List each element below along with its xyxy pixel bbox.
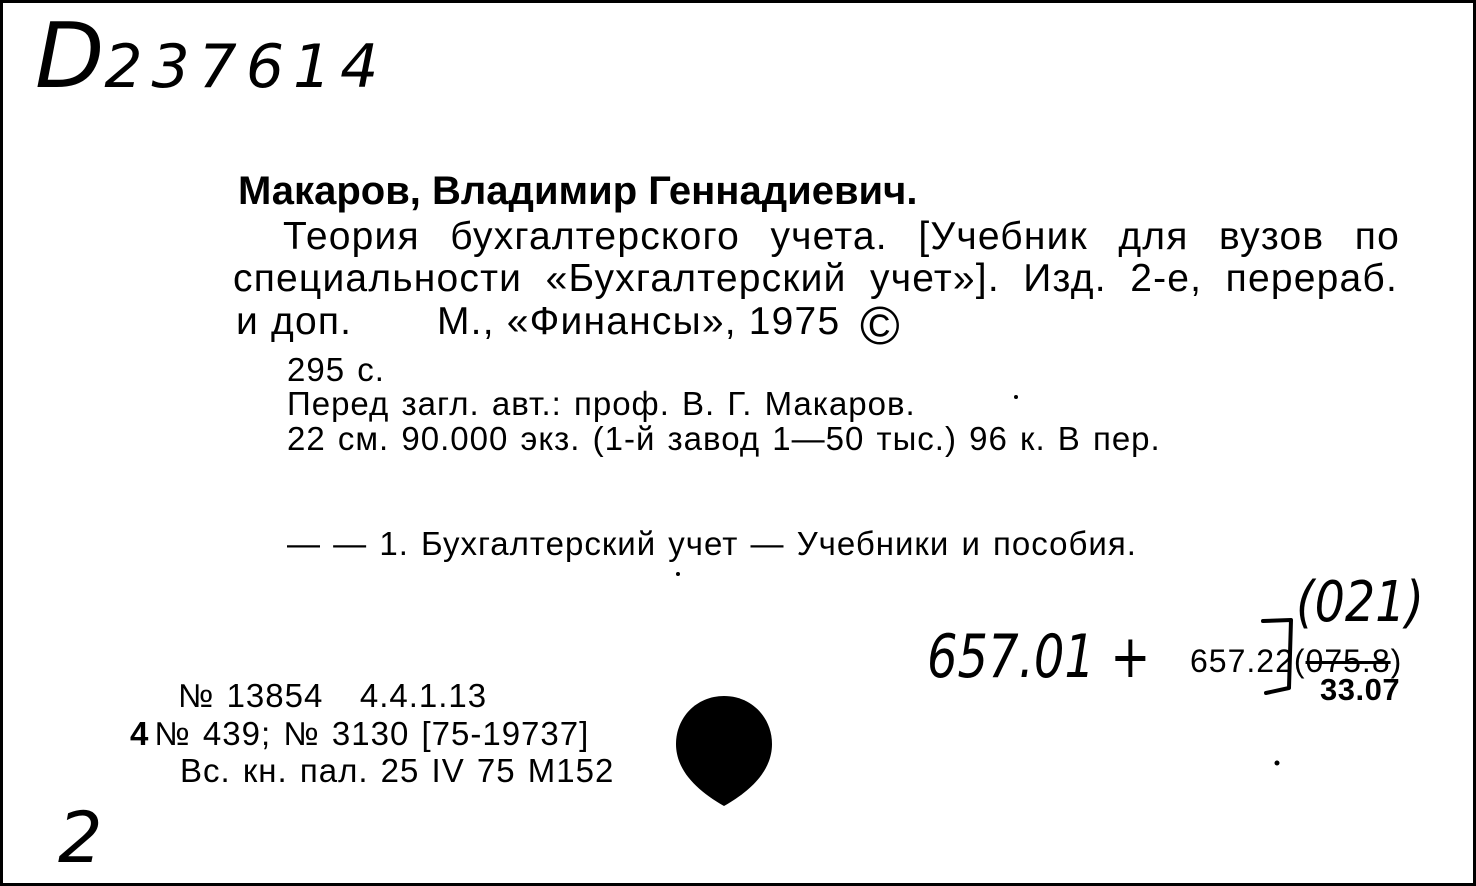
classification-struck: 075.8 (1305, 643, 1391, 679)
physical-description: 22 см. 90.000 экз. (1-й завод 1—50 тыс.) 96 к. В пер. (287, 420, 1161, 457)
classification-correction: (021) (1296, 570, 1425, 635)
author-note: Перед загл. авт.: проф. В. Г. Макаров. (287, 385, 916, 422)
ink-speck (676, 572, 680, 576)
registry-line: № 13854 4.4.1.13 (178, 677, 488, 714)
title-line: Теория бухгалтерского учета. [Учебник для вузов по (283, 215, 1400, 258)
title-line: специальности «Бухгалтерский учет»]. Изд. 2-е, перераб. (233, 257, 1398, 300)
classification-handwritten: 657.01 + (927, 622, 1151, 692)
registry-line (130, 717, 589, 750)
edition-end: и доп. (236, 300, 353, 343)
punch-hole (676, 696, 772, 806)
pagination: 295 с. (287, 351, 385, 388)
copyright-sign: © (860, 296, 900, 356)
subject-heading: — — 1. Бухгалтерский учет — Учебники и пособия. (287, 525, 1137, 562)
registry-line: Вс. кн. пал. 25 IV 75 М152 (180, 752, 615, 789)
classification-prefix: 657.22( (1190, 643, 1306, 679)
ink-speck (1014, 395, 1018, 399)
bbk-index: 33.07 (1320, 672, 1401, 707)
author-heading: Макаров, Владимир Геннадиевич. (238, 169, 918, 213)
classification-suffix: ) (1390, 643, 1403, 679)
ink-speck (1275, 761, 1280, 766)
inventory-number: D237614 (35, 4, 388, 109)
handwritten-mark: 2 (58, 797, 103, 879)
registry-lead: 4 (130, 715, 150, 752)
registry-numbers: № 439; № 3130 [75-19737] (154, 715, 590, 752)
imprint: М., «Финансы», 1975 (437, 300, 841, 343)
